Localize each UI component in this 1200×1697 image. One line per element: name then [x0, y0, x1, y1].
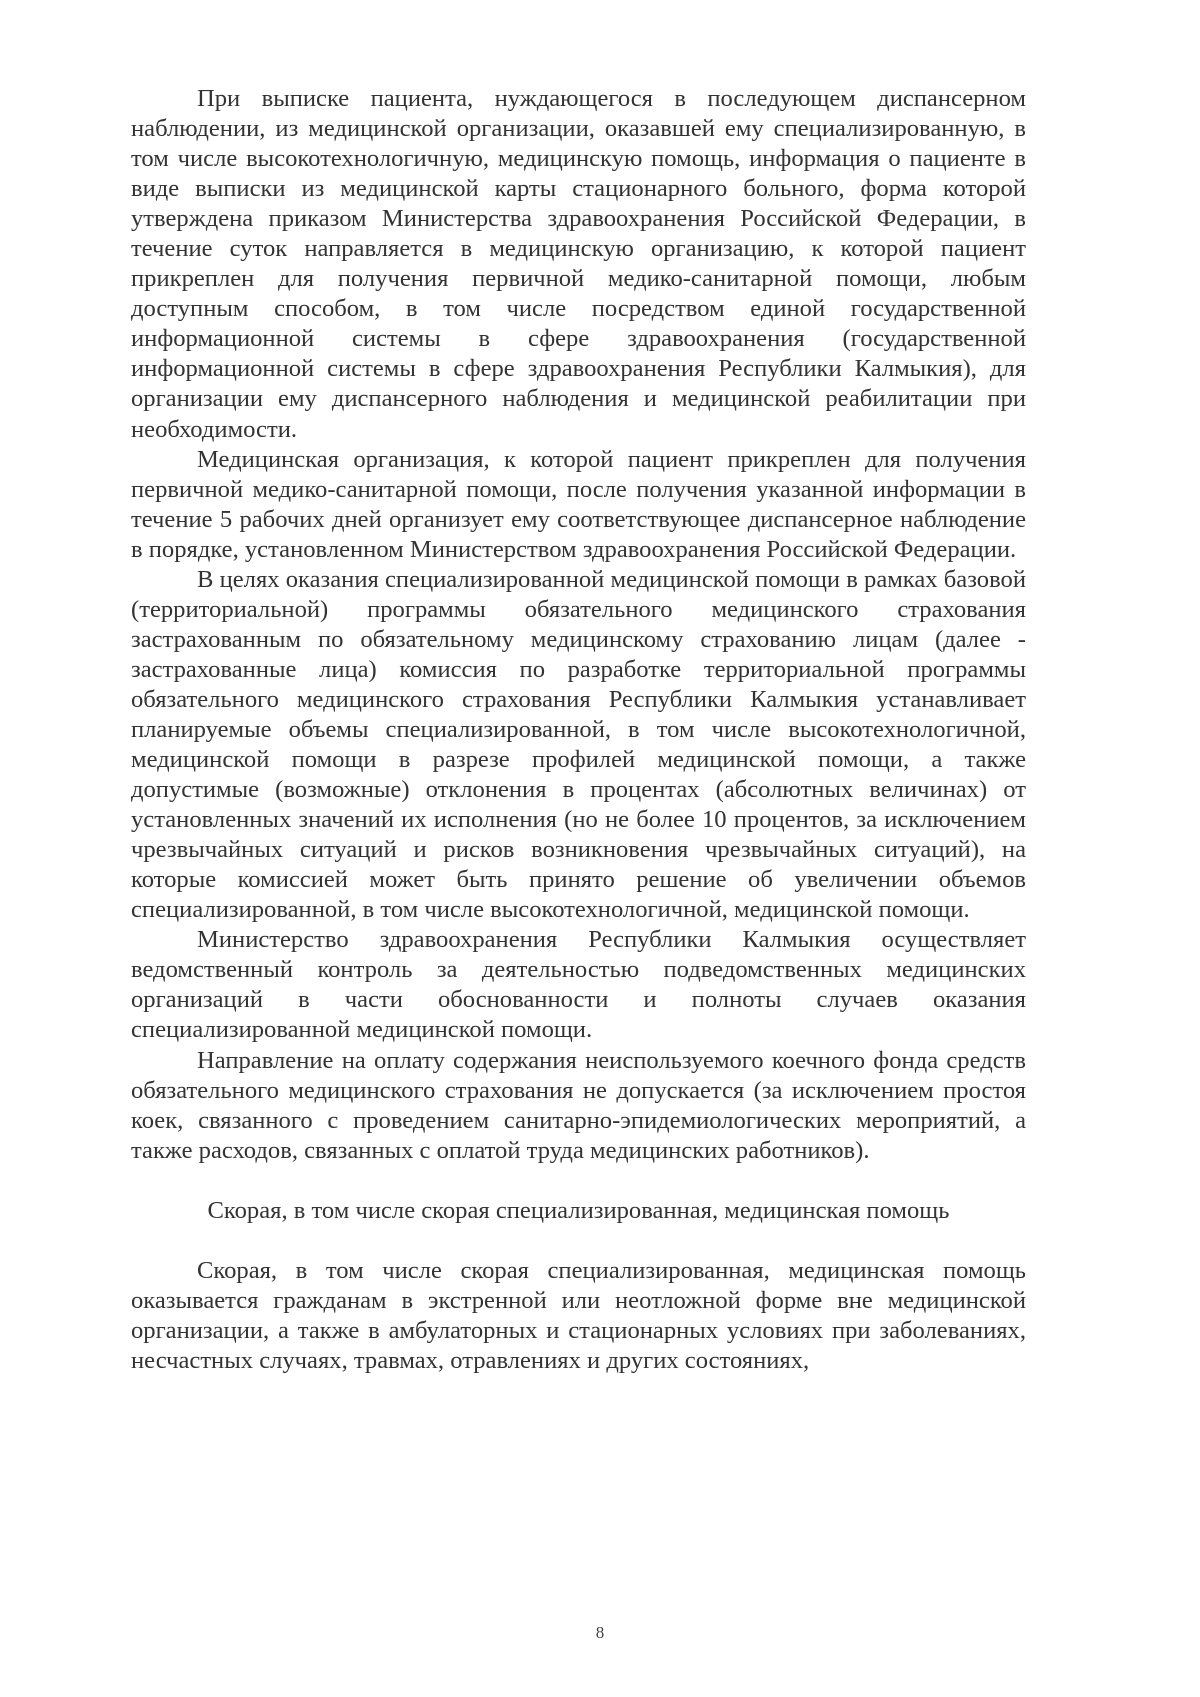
paragraph-dispensary-observation: Медицинская организация, к которой пациент прикреплен для получения первичной медико-санитарной помощи, после получения указанной информации в течение 5 рабочих дней организует ему соответствующее диспансерное наблюдение в порядке, установленном Министерством здравоохранения Российской Федерации.	[131, 445, 1026, 563]
page-number: 8	[595, 1623, 605, 1642]
paragraph-ministry-control: Министерство здравоохранения Республики Калмыкия осуществляет ведомственный контроль за деятельностью подведомственных медицинских организаций в части обоснованности и полноты случаев оказания специализированной медицинской помощи.	[131, 926, 1026, 1044]
section-heading: Скорая, в том числе скорая специализированная, медицинская помощь	[207, 1196, 950, 1224]
paragraph-emergency-care: Скорая, в том числе скорая специализированная, медицинская помощь оказывается гражданам в экстренной или неотложной форме вне медицинской организации, а также в амбулаторных и стационарных условиях при заболеваниях, несчастных случаях, травмах, отравлениях и других состояниях,	[131, 1256, 1026, 1374]
paragraph-specialized-care-volumes: В целях оказания специализированной медицинской помощи в рамках базовой (территориальной) программы обязательного медицинского страхования застрахованным по обязательному медицинскому страхованию лицам (далее - застрахованные лица) комиссия по разработке территориальной программы обязательного медицинского страхования Республики Калмыкия устанавливает планируемые объемы специализированной, в том числе высокотехнологичной, медицинской помощи в разрезе профилей медицинской помощи, а также допустимые (возможные) отклонения в процентах (абсолютных величинах) от установленных значений их исполнения (но не более 10 процентов, за исключением чрезвычайных ситуаций и рисков возникновения чрезвычайных ситуаций), на которые комиссией может быть принято решение об увеличении объемов специализированной, в том числе высокотехнологичной, медицинской помощи.	[131, 565, 1026, 924]
paragraph-discharge-info: При выписке пациента, нуждающегося в последующем диспансерном наблюдении, из медицинской организации, оказавшей ему специализированную, в том числе высокотехнологичную, медицинскую помощь, информация о пациенте в виде выписки из медицинской карты стационарного больного, форма которой утверждена приказом Министерства здравоохранения Российской Федерации, в течение суток направляется в медицинскую организацию, к которой пациент прикреплен для получения первичной медико-санитарной помощи, любым доступным способом, в том числе посредством единой государственной информационной системы в сфере здравоохранения (государственной информационной системы в сфере здравоохранения Республики Калмыкия), для организации ему диспансерного наблюдения и медицинской реабилитации при необходимости.	[131, 85, 1026, 443]
paragraph-bed-fund-payment: Направление на оплату содержания неиспользуемого коечного фонда средств обязательного медицинского страхования не допускается (за исключением простоя коек, связанного с проведением санитарно-эпидемиологических мероприятий, а также расходов, связанных с оплатой труда медицинских работников).	[131, 1046, 1026, 1164]
document-body	[131, 84, 1026, 1376]
